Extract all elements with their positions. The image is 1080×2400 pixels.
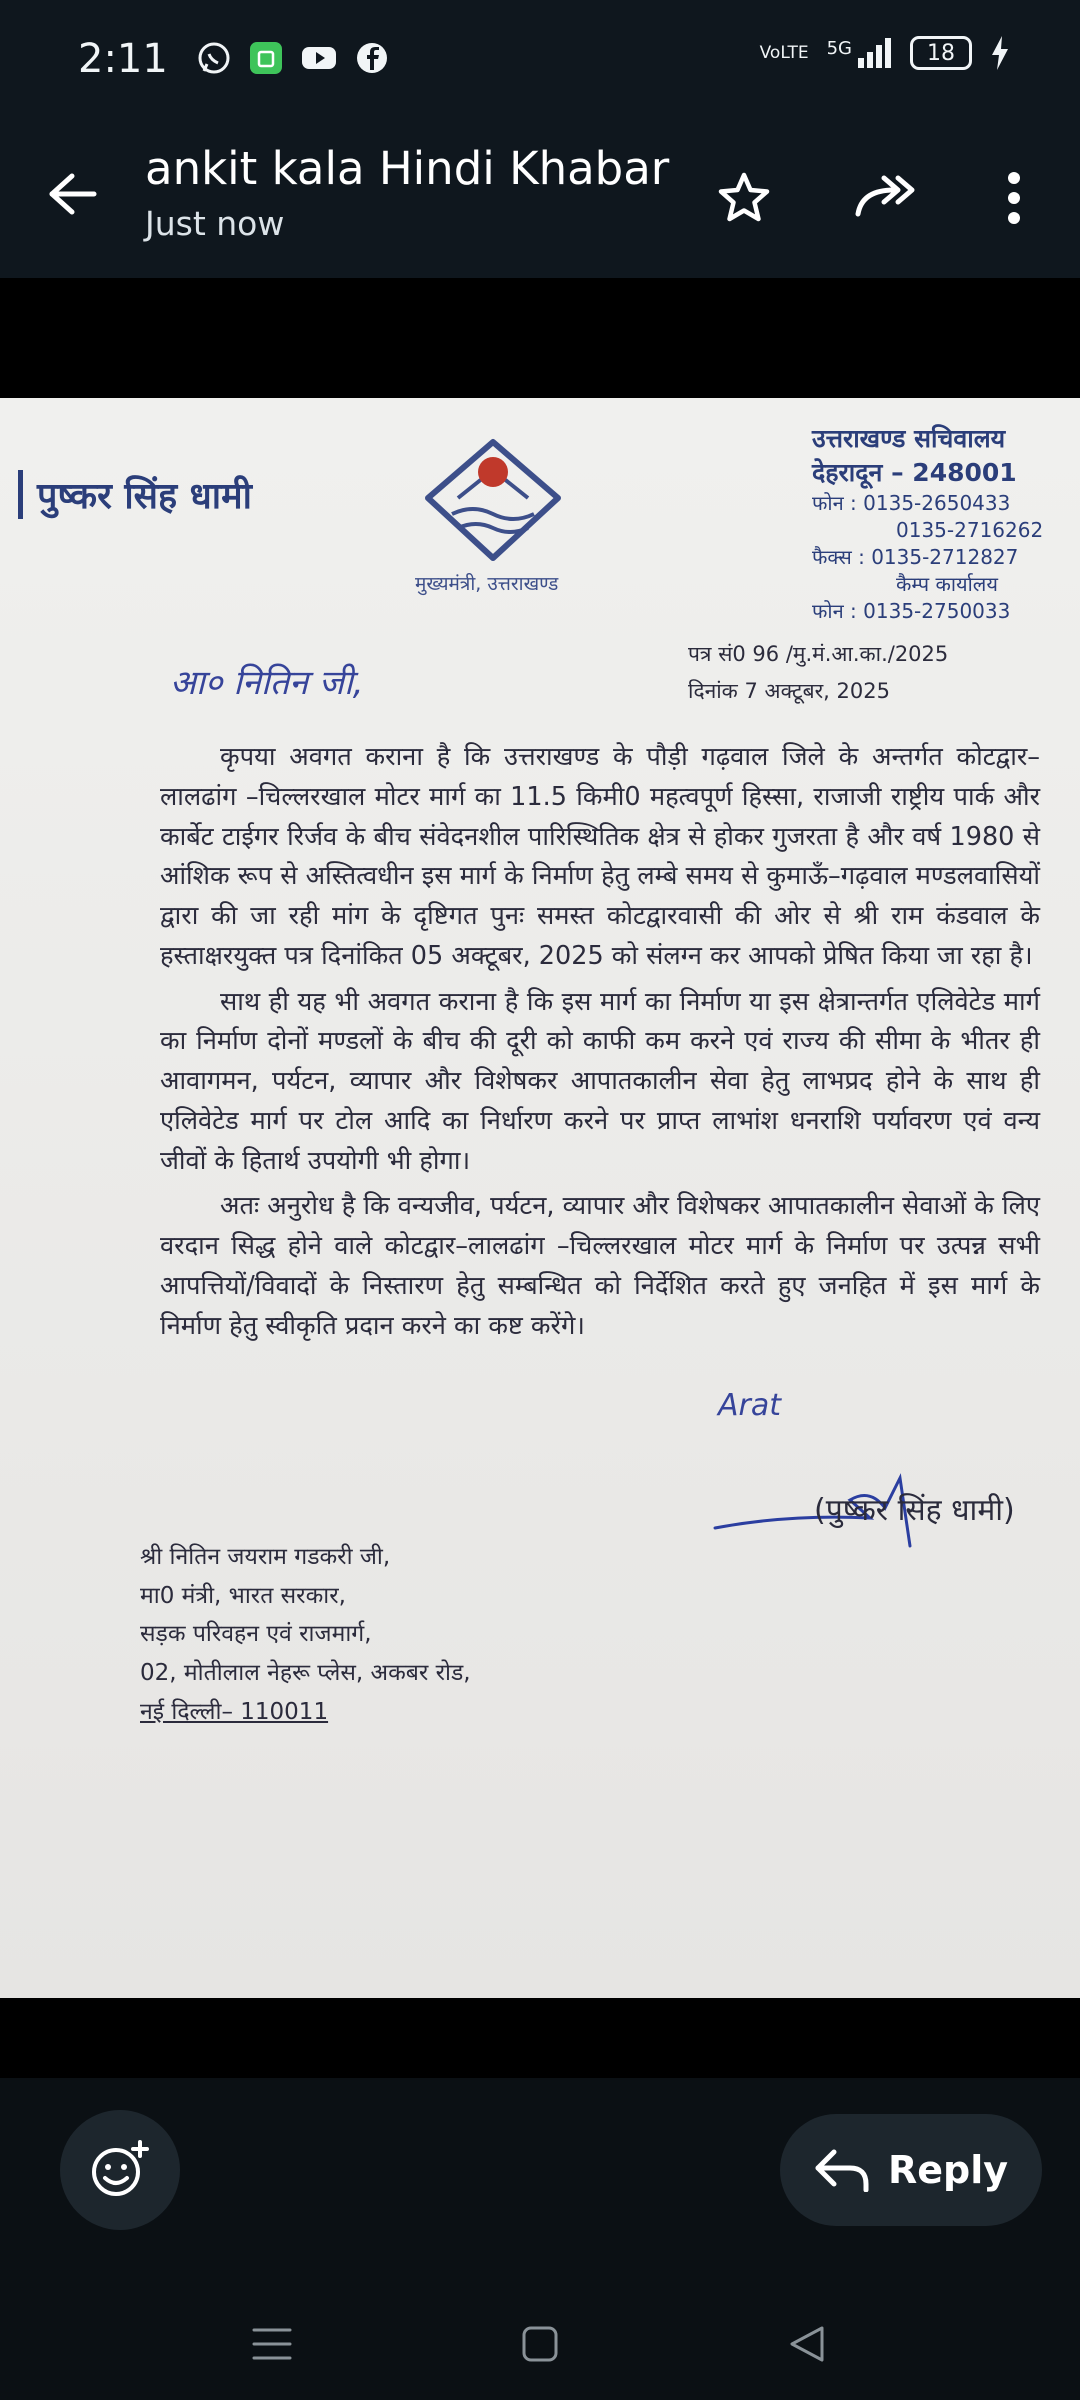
battery-icon bbox=[910, 36, 972, 70]
reply-icon bbox=[814, 2148, 870, 2192]
volte-icon bbox=[759, 42, 809, 63]
home-button[interactable] bbox=[510, 2318, 570, 2370]
phone-row-2: 0135-2716262 bbox=[896, 517, 1044, 542]
fax-row: फैक्स : 0135-2712827 bbox=[812, 544, 1019, 569]
signal-icon bbox=[827, 38, 892, 68]
more-options-button[interactable] bbox=[976, 160, 1052, 236]
recipient-address bbox=[140, 1538, 471, 1731]
letter-date: दिनांक 7 अक्टूबर, 2025 bbox=[688, 678, 890, 703]
letterhead-address bbox=[812, 422, 1062, 625]
recipient-line: 02, मोतीलाल नेहरू प्लेस, अकबर रोड, bbox=[140, 1659, 471, 1686]
fax-number: 0135-2712827 bbox=[871, 544, 1019, 569]
salutation: आ० नितिन जी, bbox=[170, 663, 364, 703]
recipient-line: मा0 मंत्री, भारत सरकार, bbox=[140, 1582, 346, 1609]
signatory-name: (पुष्कर सिंह धामी) bbox=[814, 1493, 1015, 1528]
forward-icon bbox=[854, 174, 918, 222]
back-button[interactable] bbox=[40, 162, 104, 226]
phone-number-1: 0135-2650433 bbox=[863, 490, 1011, 515]
back-arrow-icon bbox=[46, 172, 98, 216]
status-bar bbox=[0, 0, 1080, 118]
status-time: 2:11 bbox=[78, 36, 168, 82]
triangle-back-icon bbox=[786, 2324, 826, 2364]
battery-level: 18 bbox=[927, 40, 955, 66]
letter-image[interactable] bbox=[0, 398, 1080, 1998]
star-button[interactable] bbox=[706, 160, 782, 236]
charging-icon bbox=[990, 36, 1010, 70]
network-label: 5G bbox=[826, 38, 852, 59]
whatsapp-icon bbox=[196, 40, 232, 76]
image-viewer[interactable] bbox=[0, 278, 1080, 2078]
square-icon bbox=[520, 2324, 560, 2364]
back-nav-button[interactable] bbox=[776, 2318, 836, 2370]
star-icon bbox=[716, 170, 772, 226]
recipient-line: श्री नितिन जयराम गडकरी जी, bbox=[140, 1544, 391, 1570]
paragraph-3: अतः अनुरोध है कि वन्यजीव, पर्यटन, व्यापार और विशेषकर आपातकालीन सेवाओं के लिए वरदान सिद्ध होने वाले कोटद्वार–लालढांग –चिल्लरखाल मोटर मार्ग के निर्माण पर उत्पन्न सभी आपत्तियों/विवादों के निस्तारण हेतु सम्बन्धित को निर्देशित करते हुए जनहित में इस मार्ग के निर्माण हेतु स्वीकृति प्रदान करने का कष्ट करेंगे। bbox=[160, 1191, 1040, 1341]
emoji-add-icon bbox=[88, 2138, 152, 2202]
menu-lines-icon bbox=[252, 2326, 292, 2362]
letter-body bbox=[160, 738, 1040, 1352]
system-icons bbox=[760, 36, 1010, 70]
more-vertical-icon bbox=[1006, 170, 1022, 226]
camp-phone-label: फोन bbox=[812, 598, 844, 623]
add-reaction-button[interactable] bbox=[60, 2110, 180, 2230]
volte-label: VoLTE bbox=[759, 42, 809, 63]
camp-phone-number: 0135-2750033 bbox=[863, 598, 1011, 623]
uttarakhand-emblem-icon bbox=[418, 434, 568, 574]
fax-label: फैक्स bbox=[812, 544, 852, 569]
recents-button[interactable] bbox=[242, 2318, 302, 2370]
app-store-icon bbox=[248, 40, 284, 76]
camp-phone-row: फोन : 0135-2750033 bbox=[812, 598, 1011, 623]
emblem-caption: मुख्यमंत्री, उत्तराखण्ड bbox=[415, 573, 559, 595]
reply-button[interactable] bbox=[780, 2114, 1042, 2226]
paragraph-2: साथ ही यह भी अवगत कराना है कि इस मार्ग का निर्माण या इस क्षेत्रान्तर्गत एलिवेटेड मार्ग का निर्माण दोनों मण्डलों के बीच की दूरी को काफी कम करने एवं राज्य की सीमा के भीतर ही आवागमन, पर्यटन, व्यापार और विशेषकर आपातकालीन सेवा हेतु लाभप्रद होने के साथ ही एलिवेटेड मार्ग पर टोल आदि का निर्धारण करने पर प्राप्त लाभांश धनराशि पर्यावरण एवं वन्य जीवों के हितार्थ उपयोगी भी होगा। bbox=[160, 986, 1040, 1176]
youtube-icon bbox=[300, 40, 338, 76]
app-bar bbox=[0, 118, 1080, 278]
camp-office: कैम्प कार्यालय bbox=[896, 571, 998, 596]
letter-references bbox=[688, 636, 948, 710]
paragraph-1: कृपया अवगत कराना है कि उत्तराखण्ड के पौड़ी गढ़वाल जिले के अन्तर्गत कोटद्वार–लालढांग –चिल्लरखाल मोटर मार्ग का 11.5 किमी0 महत्वपूर्ण हिस्सा, राजाजी राष्ट्रीय पार्क और कार्बेट टाईगर रिर्जव के बीच संवेदनशील पारिस्थितिक क्षेत्र से होकर गुजरता है और वर्ष 1980 से आंशिक रूप से अस्तित्वधीन इस मार्ग के निर्माण हेतु लम्बे समय से कुमाऊँ–गढ़वाल मण्डलवासियों द्वारा की जा रही मांग के दृष्टिगत पुनः समस्त कोटद्वारवासी की ओर से श्री राम कंडवाल के हस्ताक्षरयुक्त पत्र दिनांकित 05 अक्टूबर, 2025 को संलग्न कर आपको प्रेषित किया जा रहा है। bbox=[160, 742, 1040, 971]
forward-button[interactable] bbox=[848, 160, 924, 236]
message-time: Just now bbox=[145, 204, 285, 243]
recipient-line: नई दिल्ली– 110011 bbox=[140, 1698, 329, 1725]
facebook-icon bbox=[354, 40, 390, 76]
system-navigation-bar bbox=[0, 2298, 1080, 2388]
phone-row-1: फोन : 0135-2650433 bbox=[812, 490, 1011, 515]
reply-label: Reply bbox=[887, 2148, 1009, 2192]
bottom-action-bar bbox=[0, 2078, 1080, 2400]
letterhead-sender: पुष्कर सिंह धामी bbox=[18, 470, 252, 519]
address-line-1: उत्तराखण्ड सचिवालय bbox=[812, 424, 1006, 453]
chat-title: ankit kala Hindi Khabar bbox=[145, 142, 670, 195]
address-line-2: देहरादून – 248001 bbox=[812, 457, 1017, 487]
handwritten-initials: Arat bbox=[718, 1388, 782, 1423]
recipient-line: सड़क परिवहन एवं राजमार्ग, bbox=[140, 1621, 372, 1648]
letter-number: पत्र सं0 96 /मु.मं.आ.का./2025 bbox=[688, 642, 949, 666]
notification-icons bbox=[196, 40, 390, 76]
phone-label: फोन bbox=[812, 490, 844, 515]
